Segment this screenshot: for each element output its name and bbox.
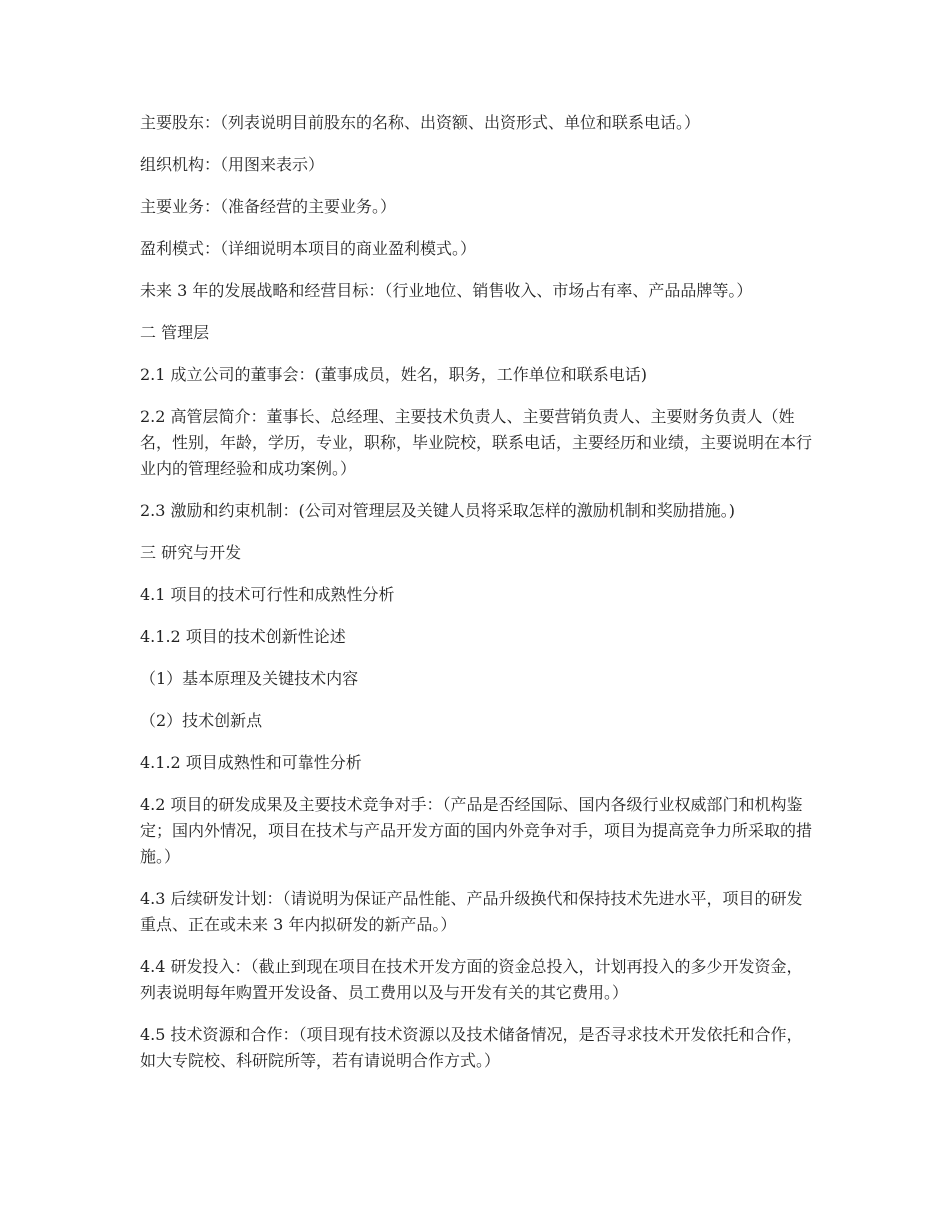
paragraph-profit-model: 盈利模式：（详细说明本项目的商业盈利模式。） bbox=[140, 239, 477, 258]
paragraph-rnd-investment: 4.4 研发投入：（截止到现在项目在技术开发方面的资金总投入，计划再投入的多少开发资金，列表说明每年购置开发设备、员工费用以及与开发有关的其它费用。） bbox=[140, 957, 803, 1002]
paragraph-organization: 组织机构：（用图来表示） bbox=[140, 155, 325, 174]
paragraph-main-business: 主要业务：（准备经营的主要业务。） bbox=[140, 197, 397, 216]
paragraph-principles: （1）基本原理及关键技术内容 bbox=[140, 669, 359, 688]
paragraph-rnd-results: 4.2 项目的研发成果及主要技术竞争对手：（产品是否经国际、国内各级行业权威部门和机构鉴定；国内外情况，项目在技术与产品开发方面的国内外竞争对手，项目为提高竞争力所采取的措施。） bbox=[140, 795, 813, 866]
paragraph-executives: 2.2 高管层简介：董事长、总经理、主要技术负责人、主要营销负责人、主要财务负责人（姓名，性别，年龄，学历，专业，职称，毕业院校，联系电话，主要经历和业绩，主要说明在本行业内的管理经验和成功案例。） bbox=[140, 407, 813, 478]
paragraph-main-shareholders: 主要股东：（列表说明目前股东的名称、出资额、出资形式、单位和联系电话。） bbox=[140, 113, 701, 132]
paragraph-followup-plan: 4.3 后续研发计划：（请说明为保证产品性能、产品升级换代和保持技术先进水平，项目的研发重点、正在或未来 3 年内拟研发的新产品。） bbox=[140, 889, 803, 934]
document-body bbox=[140, 110, 812, 1090]
paragraph-innovation: 4.1.2 项目的技术创新性论述 bbox=[140, 627, 346, 646]
paragraph-incentives: 2.3 激励和约束机制：(公司对管理层及关键人员将采取怎样的激励机制和奖励措施。) bbox=[140, 501, 736, 520]
paragraph-innovation-points: （2）技术创新点 bbox=[140, 711, 263, 730]
section-heading-management: 二 管理层 bbox=[140, 323, 210, 342]
paragraph-tech-resources: 4.5 技术资源和合作：（项目现有技术资源以及技术储备情况，是否寻求技术开发依托和合作，如大专院校、科研院所等，若有请说明合作方式。） bbox=[140, 1025, 803, 1070]
paragraph-three-year-strategy: 未来 3 年的发展战略和经营目标：（行业地位、销售收入、市场占有率、产品品牌等。） bbox=[140, 281, 753, 300]
paragraph-feasibility: 4.1 项目的技术可行性和成熟性分析 bbox=[140, 585, 395, 604]
paragraph-maturity: 4.1.2 项目成熟性和可靠性分析 bbox=[140, 753, 362, 772]
paragraph-board: 2.1 成立公司的董事会：(董事成员，姓名，职务，工作单位和联系电话) bbox=[140, 365, 648, 384]
section-heading-rnd: 三 研究与开发 bbox=[140, 543, 242, 562]
